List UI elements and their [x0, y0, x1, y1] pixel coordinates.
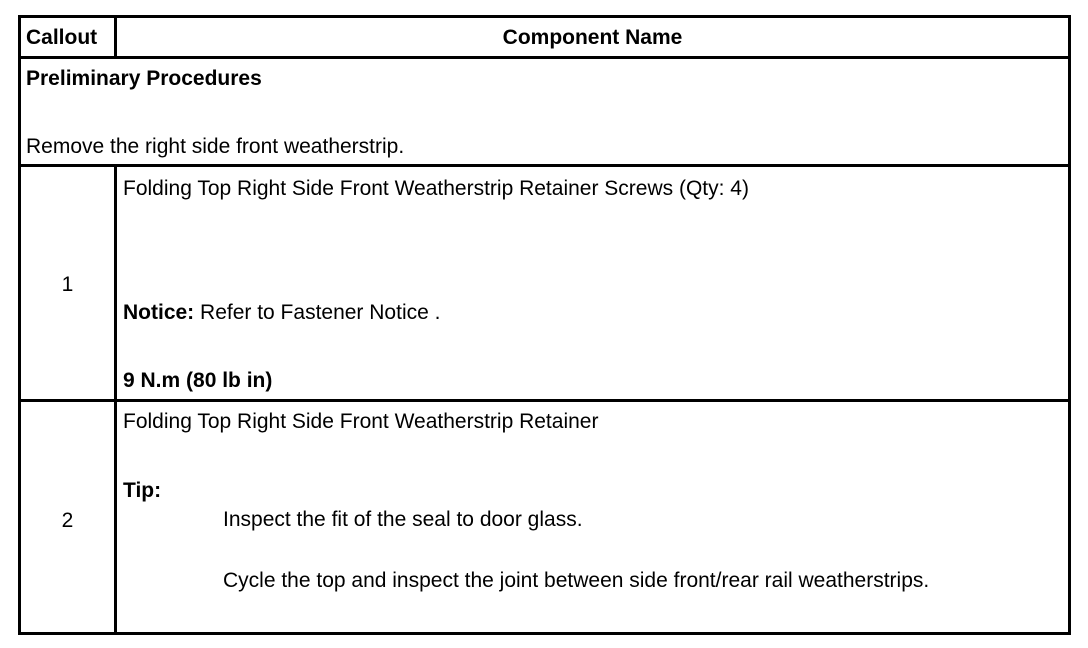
- row-1-torque: 9 N.m (80 lb in): [123, 369, 273, 392]
- notice-text: Refer to Fastener Notice .: [194, 301, 441, 324]
- notice-label: Notice:: [123, 301, 195, 324]
- row-2-callout: 2: [61, 509, 74, 532]
- header-component-name: Component Name: [502, 26, 683, 49]
- row-2-tip-1: Inspect the fit of the seal to door glass.: [223, 508, 583, 531]
- header-divider: [18, 56, 1071, 59]
- row-1-component: Folding Top Right Side Front Weatherstrip Retainer Screws (Qty: 4): [123, 177, 749, 200]
- preliminary-heading: Preliminary Procedures: [26, 67, 262, 90]
- row-2-tip-2: Cycle the top and inspect the joint between side front/rear rail weatherstrips.: [223, 569, 930, 592]
- row-2-component: Folding Top Right Side Front Weatherstrip Retainer: [123, 410, 599, 433]
- preliminary-divider: [18, 164, 1071, 167]
- row-2-tip-label: Tip:: [123, 479, 162, 502]
- row-1-notice: [123, 301, 440, 325]
- preliminary-text: Remove the right side front weatherstrip.: [26, 135, 405, 158]
- procedure-table: [18, 15, 1071, 635]
- row-1-callout: 1: [61, 273, 74, 296]
- row-divider: [18, 399, 1071, 402]
- header-callout: Callout: [26, 26, 98, 49]
- column-divider-body: [114, 164, 117, 635]
